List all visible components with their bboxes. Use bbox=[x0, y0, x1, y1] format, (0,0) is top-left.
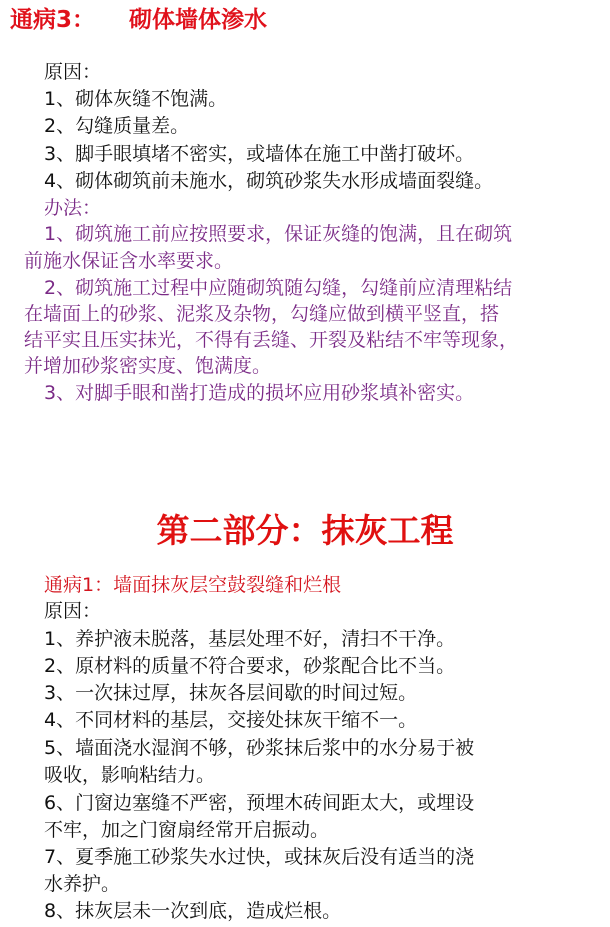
section1-cause-4: 4、砌体砌筑前未施水，砌筑砂浆失水形成墙面裂缝。 bbox=[44, 170, 494, 192]
section1-title-prefix: 通病3： bbox=[10, 7, 96, 33]
section1-cause-2: 2、勾缝质量差。 bbox=[44, 115, 190, 137]
part2-cause-line-7: 6、门窗边塞缝不严密，预埋木砖间距太大，或埋设 bbox=[44, 792, 475, 814]
section1-method-line-6: 并增加砂浆密实度、饱满度。 bbox=[24, 355, 272, 377]
part2-cause-line-8: 不牢，加之门窗扇经常开启振动。 bbox=[44, 819, 330, 841]
part2-cause-line-2: 2、原材料的质量不符合要求，砂浆配合比不当。 bbox=[44, 655, 456, 677]
section1-method-line-4: 在墙面上的砂浆、泥浆及杂物，勾缝应做到横平竖直，搭 bbox=[24, 303, 500, 325]
part2-cause-line-10: 水养护。 bbox=[44, 873, 121, 895]
section1-cause-3: 3、脚手眼填堵不密实，或墙体在施工中凿打破坏。 bbox=[44, 143, 475, 165]
part2-cause-label: 原因： bbox=[44, 600, 102, 622]
part2-cause-line-1: 1、养护液未脱落，基层处理不好，清扫不干净。 bbox=[44, 628, 456, 650]
part2-cause-line-11: 8、抹灰层未一次到底，造成烂根。 bbox=[44, 900, 342, 922]
section1-method-line-5: 结平实且压实抹光，不得有丢缝、开裂及粘结不牢等现象， bbox=[24, 329, 519, 351]
part2-cause-line-6: 吸收，影响粘结力。 bbox=[44, 764, 216, 786]
part2-cause-line-5: 5、墙面浇水湿润不够，砂浆抹后浆中的水分易于被 bbox=[44, 737, 475, 759]
section1-cause-1: 1、砌体灰缝不饱满。 bbox=[44, 88, 228, 110]
section1-method-label: 办法： bbox=[44, 197, 102, 219]
section1-method-line-7: 3、对脚手眼和凿打造成的损坏应用砂浆填补密实。 bbox=[44, 382, 475, 404]
section1-title-text: 砌体墙体渗水 bbox=[129, 7, 268, 33]
part2-heading: 第二部分：抹灰工程 bbox=[156, 511, 454, 550]
section1-method-line-3: 2、砌筑施工过程中应随砌筑随勾缝，勾缝前应清理粘结 bbox=[44, 277, 513, 299]
section1-method-line-1: 1、砌筑施工前应按照要求，保证灰缝的饱满，且在砌筑 bbox=[44, 223, 513, 245]
part2-subtitle: 通病1：墙面抹灰层空鼓裂缝和烂根 bbox=[44, 574, 342, 596]
section1-title bbox=[10, 9, 267, 32]
section1-method-line-2: 前施水保证含水率要求。 bbox=[24, 250, 234, 272]
part2-cause-line-3: 3、一次抹过厚，抹灰各层间歇的时间过短。 bbox=[44, 682, 418, 704]
section1-cause-label: 原因： bbox=[44, 61, 102, 83]
part2-cause-line-9: 7、夏季施工砂浆失水过快，或抹灰后没有适当的浇 bbox=[44, 846, 475, 868]
part2-cause-line-4: 4、不同材料的基层，交接处抹灰干缩不一。 bbox=[44, 709, 418, 731]
